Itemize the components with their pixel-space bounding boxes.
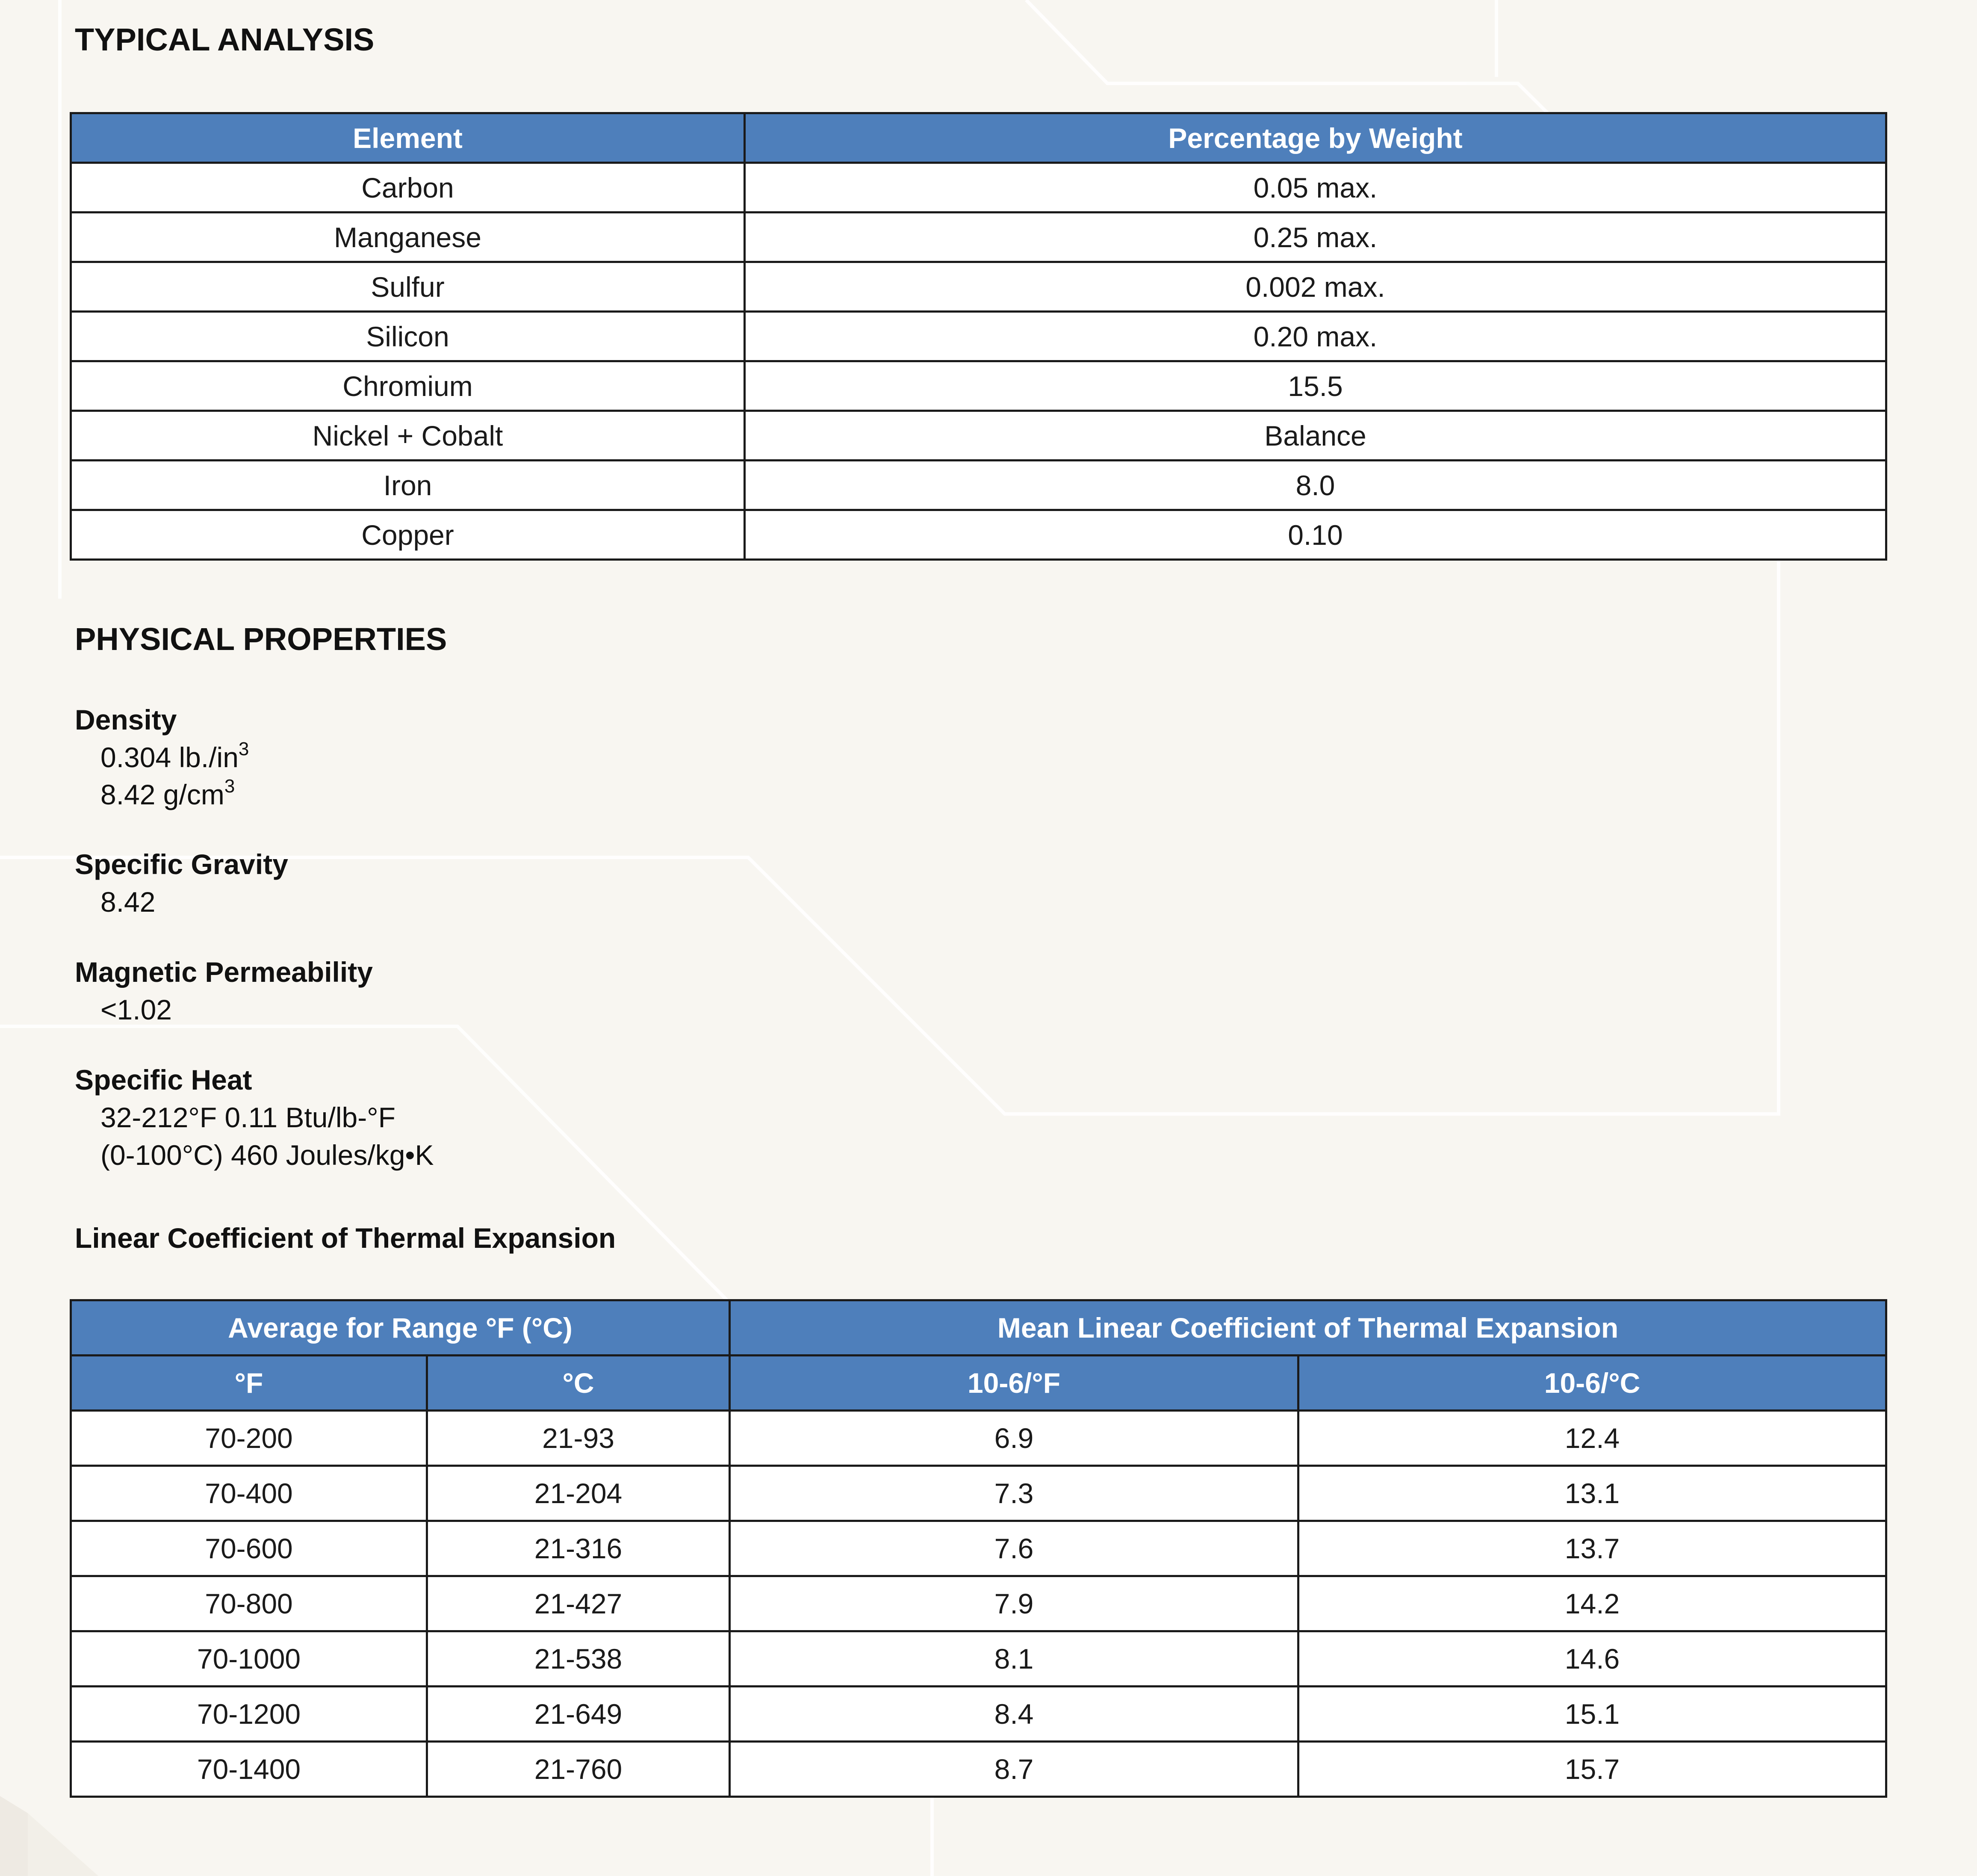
- element-cell: Copper: [71, 510, 745, 560]
- table-row: [71, 411, 1886, 461]
- table-row: [71, 1576, 1886, 1631]
- column-header-fahrenheit: °F: [71, 1356, 427, 1411]
- range-c-cell: 21-649: [427, 1687, 730, 1742]
- range-f-cell: 70-1200: [71, 1687, 427, 1742]
- coef-f-cell: 8.4: [730, 1687, 1298, 1742]
- range-c-cell: 21-316: [427, 1521, 730, 1576]
- coef-f-cell: 7.9: [730, 1576, 1298, 1631]
- density-value-imperial: 0.304 $lb./in^3$: [100, 739, 249, 773]
- coef-c-cell: 15.1: [1298, 1687, 1886, 1742]
- element-cell: Iron: [71, 461, 745, 510]
- range-c-cell: 21-538: [427, 1631, 730, 1687]
- table-row: [71, 1742, 1886, 1797]
- percentage-cell: 8.0: [745, 461, 1886, 510]
- element-cell: Silicon: [71, 312, 745, 361]
- range-f-cell: 70-1400: [71, 1742, 427, 1797]
- specific-gravity-label: Specific Gravity: [75, 848, 288, 880]
- range-c-cell: 21-204: [427, 1466, 730, 1521]
- table-sub-header-row: [71, 1356, 1886, 1411]
- column-header-coef-fahrenheit: 10-6/°F: [730, 1356, 1298, 1411]
- table-row: [71, 1411, 1886, 1466]
- magnetic-permeability-label: Magnetic Permeability: [75, 956, 373, 988]
- typical-analysis-title: TYPICAL ANALYSIS: [75, 22, 375, 57]
- range-c-cell: 21-760: [427, 1742, 730, 1797]
- percentage-cell: 0.002 max.: [745, 262, 1886, 312]
- table-row: [71, 213, 1886, 262]
- range-f-cell: 70-600: [71, 1521, 427, 1576]
- coef-c-cell: 14.6: [1298, 1631, 1886, 1687]
- coef-f-cell: 7.6: [730, 1521, 1298, 1576]
- table-row: [71, 1466, 1886, 1521]
- element-cell: Sulfur: [71, 262, 745, 312]
- coef-f-cell: 8.7: [730, 1742, 1298, 1797]
- group-header-range: Average for Range °F (°C): [71, 1300, 730, 1356]
- percentage-cell: 15.5: [745, 361, 1886, 411]
- coef-c-cell: 15.7: [1298, 1742, 1886, 1797]
- typical-analysis-table: [70, 112, 1887, 561]
- table-row: [71, 262, 1886, 312]
- range-f-cell: 70-800: [71, 1576, 427, 1631]
- range-c-cell: 21-93: [427, 1411, 730, 1466]
- element-cell: Nickel + Cobalt: [71, 411, 745, 461]
- column-header-percentage: Percentage by Weight: [745, 113, 1886, 163]
- coef-f-cell: 7.3: [730, 1466, 1298, 1521]
- percentage-cell: 0.05 max.: [745, 163, 1886, 213]
- density-value-metric: 8.42 $g/cm^3$: [100, 776, 235, 810]
- density-label: Density: [75, 704, 177, 736]
- table-header-row: [71, 113, 1886, 163]
- specific-heat-value-metric: (0-100°C) 460 Joules/kg•K: [100, 1139, 434, 1171]
- coef-f-cell: 8.1: [730, 1631, 1298, 1687]
- table-row: [71, 1687, 1886, 1742]
- magnetic-permeability-value: <1.02: [100, 994, 172, 1025]
- table-row: [71, 510, 1886, 560]
- range-f-cell: 70-400: [71, 1466, 427, 1521]
- table-row: [71, 361, 1886, 411]
- specific-heat-value-imperial: 32-212°F 0.11 Btu/lb-°F: [100, 1102, 395, 1133]
- element-cell: Carbon: [71, 163, 745, 213]
- group-header-coefficient: Mean Linear Coefficient of Thermal Expansion: [730, 1300, 1886, 1356]
- percentage-cell: 0.25 max.: [745, 213, 1886, 262]
- percentage-cell: 0.10: [745, 510, 1886, 560]
- range-c-cell: 21-427: [427, 1576, 730, 1631]
- column-header-celsius: °C: [427, 1356, 730, 1411]
- physical-properties-title: PHYSICAL PROPERTIES: [75, 621, 447, 657]
- element-cell: Chromium: [71, 361, 745, 411]
- thermal-expansion-table: [70, 1299, 1887, 1798]
- range-f-cell: 70-1000: [71, 1631, 427, 1687]
- specific-gravity-value: 8.42: [100, 886, 156, 918]
- coef-c-cell: 13.1: [1298, 1466, 1886, 1521]
- percentage-cell: 0.20 max.: [745, 312, 1886, 361]
- element-cell: Manganese: [71, 213, 745, 262]
- table-row: [71, 1631, 1886, 1687]
- coef-c-cell: 12.4: [1298, 1411, 1886, 1466]
- table-group-header-row: [71, 1300, 1886, 1356]
- column-header-coef-celsius: 10-6/°C: [1298, 1356, 1886, 1411]
- thermal-expansion-title: Linear Coefficient of Thermal Expansion: [75, 1222, 616, 1254]
- range-f-cell: 70-200: [71, 1411, 427, 1466]
- table-row: [71, 163, 1886, 213]
- table-row: [71, 461, 1886, 510]
- coef-c-cell: 13.7: [1298, 1521, 1886, 1576]
- coef-c-cell: 14.2: [1298, 1576, 1886, 1631]
- coef-f-cell: 6.9: [730, 1411, 1298, 1466]
- column-header-element: Element: [71, 113, 745, 163]
- specific-heat-label: Specific Heat: [75, 1064, 252, 1096]
- table-row: [71, 312, 1886, 361]
- table-row: [71, 1521, 1886, 1576]
- percentage-cell: Balance: [745, 411, 1886, 461]
